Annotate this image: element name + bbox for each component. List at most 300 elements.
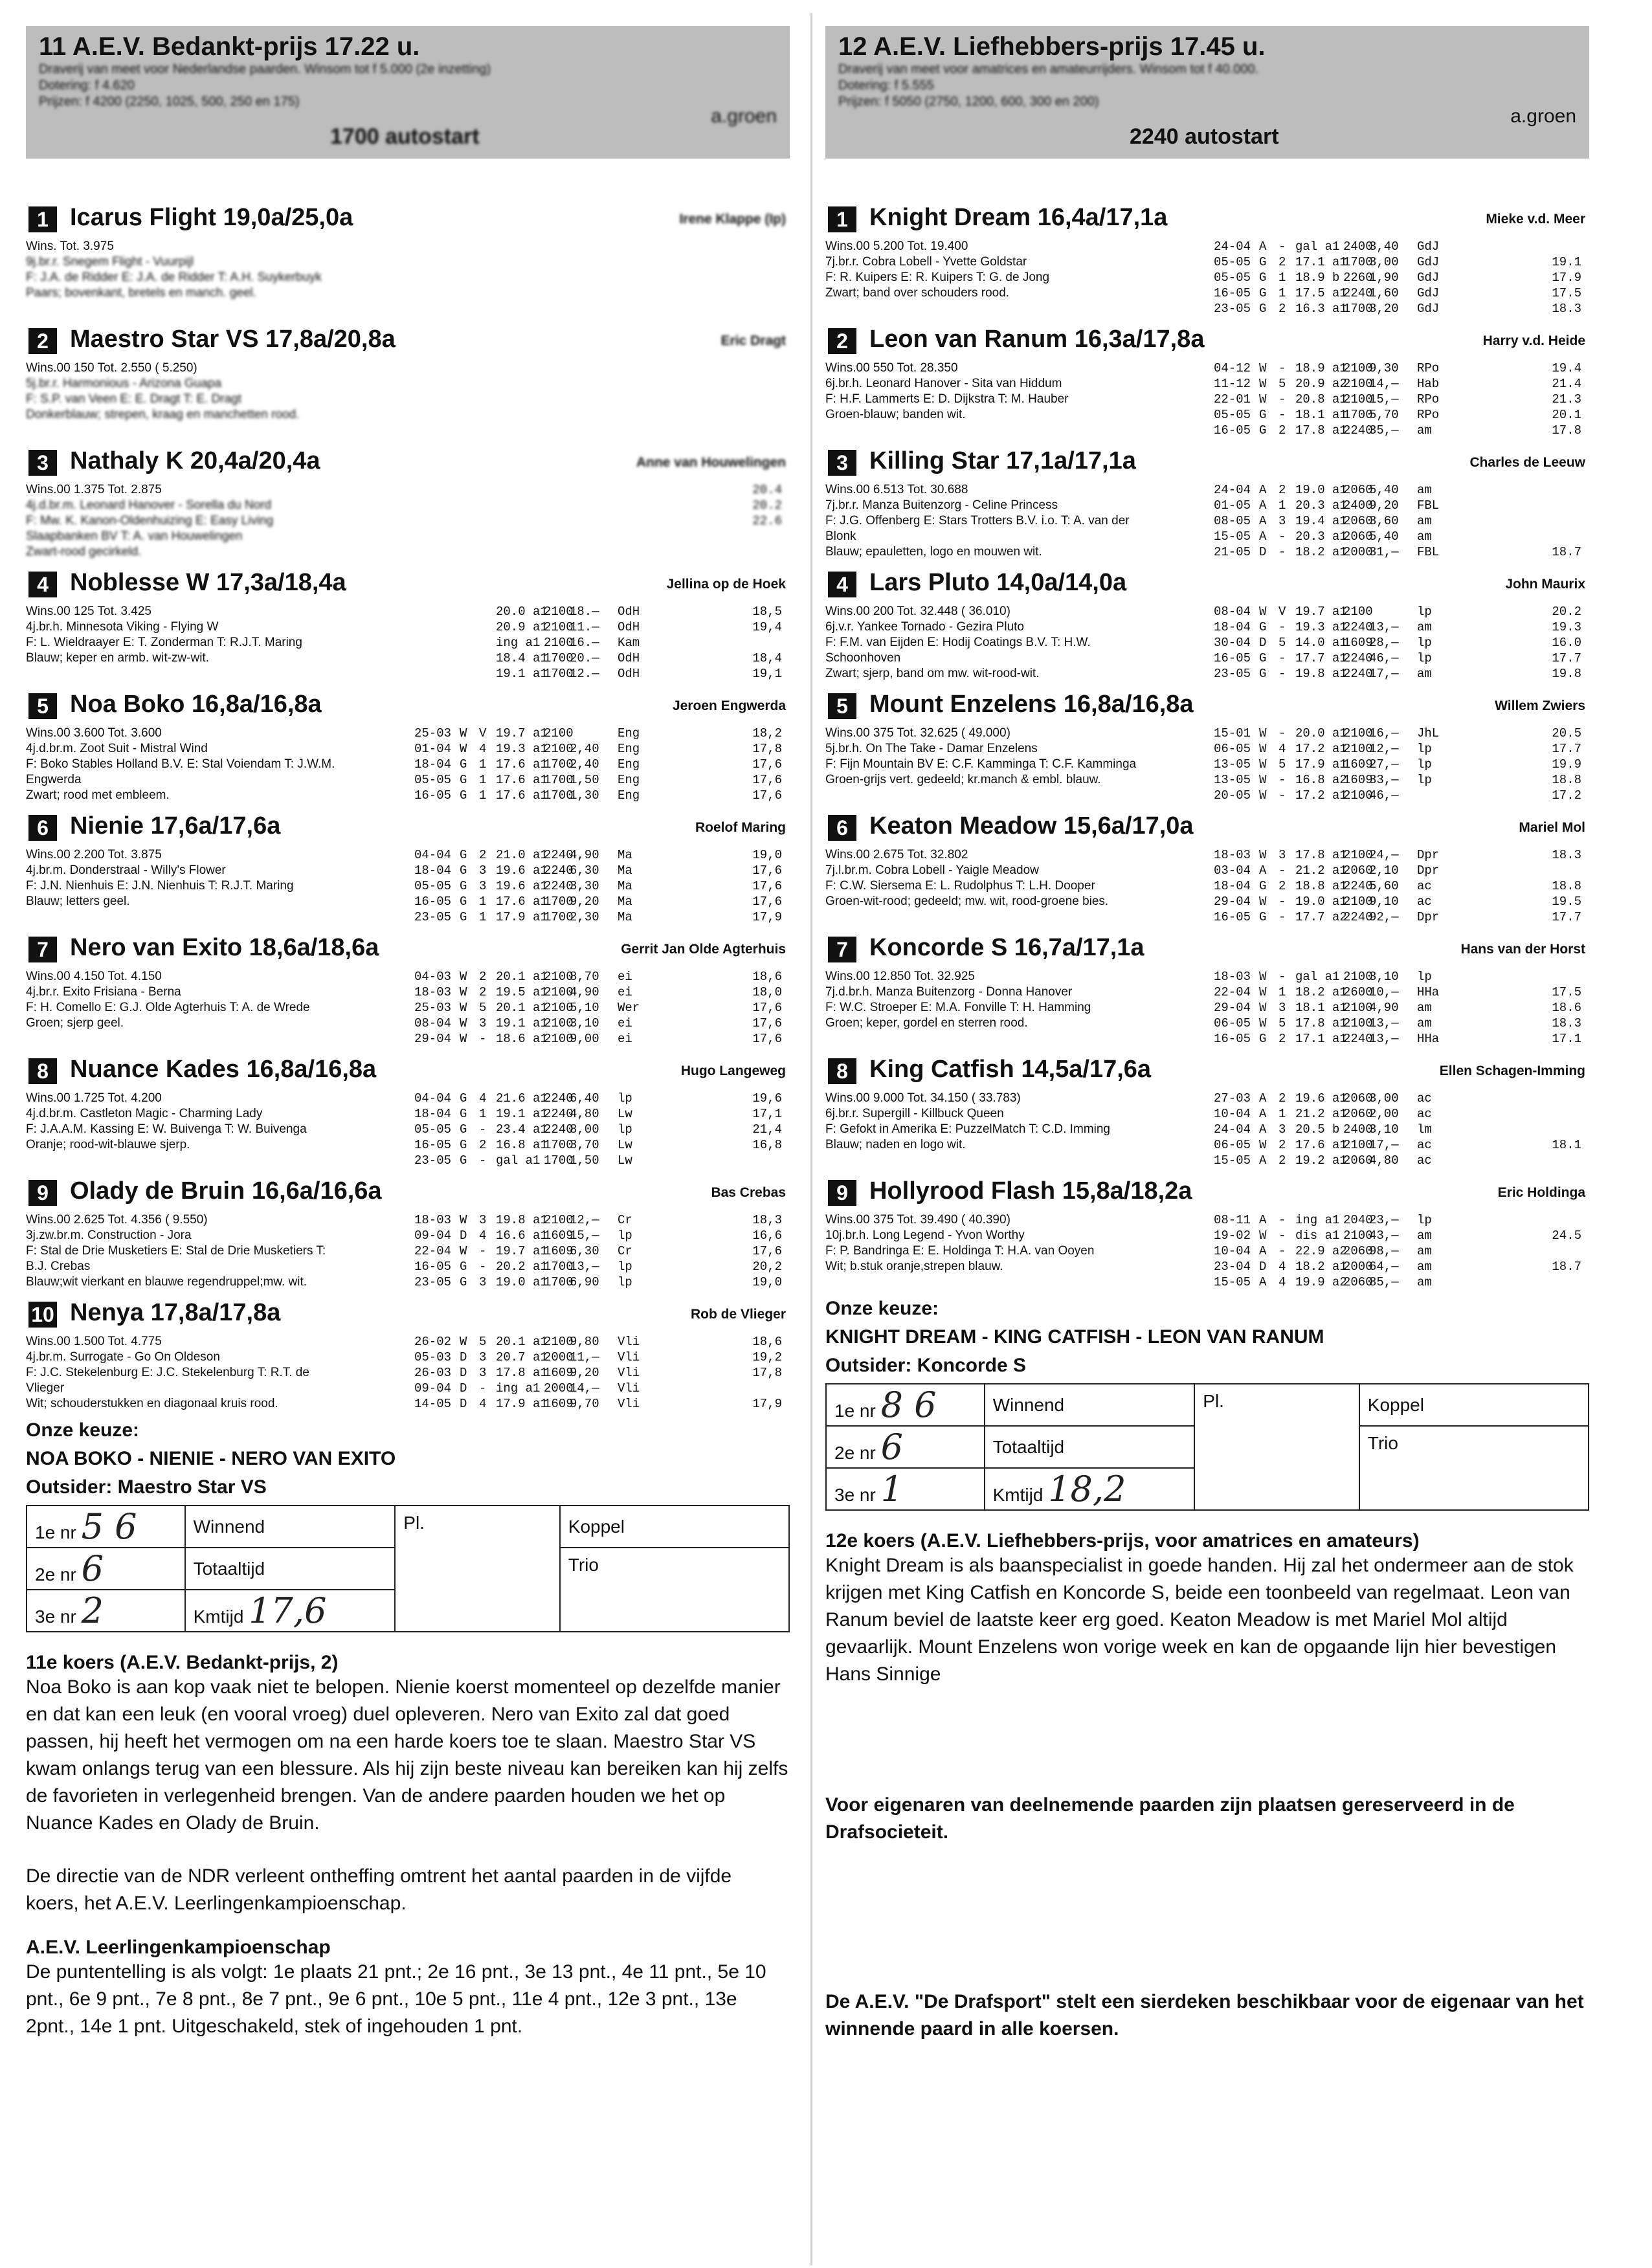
form-row <box>414 650 782 666</box>
form-cell: 16.3 a1 <box>1295 302 1347 316</box>
form-cell: Ma <box>618 895 632 909</box>
horse-info-line: Wins.00 5.200 Tot. 19.400 <box>825 239 968 253</box>
form-cell: W <box>460 1016 467 1030</box>
handwritten-kmtijd: 17,6 <box>249 1590 327 1631</box>
form-cell: 05-03 <box>414 1350 452 1364</box>
form-row <box>414 909 782 925</box>
form-cell: 2100 <box>544 1213 574 1227</box>
form-cell: 19-02 <box>1214 1228 1251 1243</box>
form-row <box>1214 984 1581 1000</box>
form-cell <box>1540 498 1581 513</box>
form-cell: 2100 <box>1343 1138 1373 1152</box>
form-cell: 2 <box>1278 879 1286 893</box>
bet-cell-winnend: Winnend <box>985 1384 1195 1426</box>
form-cell <box>496 513 544 529</box>
handwritten-3: 2 <box>81 1590 104 1631</box>
form-row <box>1214 285 1581 301</box>
form-cell: 6,40 <box>570 1091 599 1106</box>
form-row <box>1214 392 1581 407</box>
horse-info-line: Wins.00 2.200 Tot. 3.875 <box>26 848 162 862</box>
form-cell: 18,6 <box>752 970 782 984</box>
form-cell: 2240 <box>1343 286 1373 300</box>
form-row <box>414 498 782 513</box>
form-row <box>1214 1243 1581 1259</box>
form-cell: 01-05 <box>1214 498 1251 513</box>
form-cell: 2,40 <box>570 742 599 756</box>
form-cell: 1609 <box>1343 773 1373 787</box>
form-cell: 2100 <box>1343 1228 1373 1243</box>
form-cell: W <box>1259 605 1267 619</box>
form-cell: 2100 <box>544 605 574 619</box>
form-cell: 27-03 <box>1214 1091 1251 1106</box>
form-cell <box>1540 1106 1581 1122</box>
form-cell: 18.8 a1 <box>1295 879 1347 893</box>
form-row <box>414 1396 782 1412</box>
horse-info-line: 4j.br.r. Exito Frisiana - Berna <box>26 985 181 999</box>
form-cell: 43,— <box>1369 1228 1399 1243</box>
form-cell: 16.0 <box>1552 636 1581 650</box>
form-cell: lp <box>618 1228 632 1243</box>
horse-number: 9 <box>828 1180 856 1206</box>
form-cell: A <box>1259 1122 1267 1137</box>
form-cell: 16-05 <box>414 895 452 909</box>
form-cell: Ma <box>618 848 632 862</box>
form-cell: GdJ <box>1417 286 1440 300</box>
form-cell <box>1468 1091 1540 1106</box>
form-cell: 1700 <box>544 773 574 787</box>
horse-name: Icarus Flight 19,0a/25,0a <box>70 204 353 231</box>
form-cell <box>668 635 741 650</box>
horse-info-line: Wins.00 375 Tot. 39.490 ( 40.390) <box>825 1213 1010 1227</box>
form-cell: 3 <box>1278 848 1286 862</box>
form-cell: 31,— <box>1369 545 1399 559</box>
form-cell: W <box>1259 970 1267 984</box>
form-cell: FBL <box>1417 545 1440 559</box>
form-row <box>1214 1137 1581 1153</box>
form-cell <box>1468 741 1540 757</box>
form-cell: 03-04 <box>1214 863 1251 878</box>
horse-form <box>414 1334 782 1412</box>
form-cell: GdJ <box>1417 255 1440 269</box>
form-cell <box>479 650 496 666</box>
form-cell <box>1468 1274 1540 1290</box>
form-cell: 21-05 <box>1214 545 1251 559</box>
form-row <box>1214 529 1581 544</box>
form-cell: 10,— <box>1369 985 1399 999</box>
form-cell: 17,6 <box>752 1244 782 1258</box>
form-row <box>414 894 782 909</box>
form-cell: 17,9 <box>752 910 782 924</box>
horse-name: Hollyrood Flash 15,8a/18,2a <box>869 1177 1192 1205</box>
form-cell: G <box>1259 423 1267 438</box>
form-cell: 08-04 <box>414 1016 452 1030</box>
form-cell: 18-03 <box>414 985 452 999</box>
form-cell: - <box>1278 910 1286 924</box>
form-cell <box>668 1381 741 1396</box>
form-cell: 17.9 a1 <box>496 1397 548 1411</box>
form-cell: 22.9 a2 <box>1295 1244 1347 1258</box>
form-cell: RPo <box>1417 361 1440 375</box>
form-cell: 20.8 a1 <box>1295 392 1347 406</box>
horse-info-line: F: J.C. Stekelenburg E: J.C. Stekelenburg T: R.T. de <box>26 1366 309 1379</box>
form-cell: A <box>1259 1091 1267 1106</box>
form-cell: 20.9 a2 <box>1295 377 1347 391</box>
horse-number: 4 <box>28 572 57 597</box>
form-cell <box>479 513 496 529</box>
form-cell: 11.— <box>570 620 599 634</box>
form-cell: 33,— <box>1369 773 1399 787</box>
horse-info-line: Wit; b.stuk oranje,strepen blauw. <box>825 1260 1003 1273</box>
form-cell: 16.— <box>570 636 599 650</box>
form-cell: 2400 <box>1343 239 1373 254</box>
form-cell: W <box>460 1213 467 1227</box>
form-cell: 2,00 <box>1369 1107 1399 1121</box>
bet-cell-kmtijd: Kmtijd 17,6 <box>185 1590 396 1632</box>
column-divider <box>810 13 812 2265</box>
form-cell: 2100 <box>544 1001 574 1015</box>
form-cell: GdJ <box>1417 271 1440 285</box>
form-cell: 9,20 <box>570 1366 599 1380</box>
form-cell: 19,6 <box>752 1091 782 1106</box>
form-cell: 2240 <box>544 1107 574 1121</box>
form-cell: 2 <box>1278 1032 1286 1046</box>
form-cell: 2240 <box>544 848 574 862</box>
form-cell: 19.8 <box>1552 667 1581 681</box>
form-cell: 19.6 a1 <box>496 879 548 893</box>
horse-name: Leon van Ranum 16,3a/17,8a <box>869 326 1205 353</box>
form-cell: 26-02 <box>414 1335 452 1349</box>
form-cell: 4 <box>479 742 487 756</box>
form-cell: 4 <box>479 1397 487 1411</box>
form-cell <box>668 1259 741 1274</box>
form-row <box>414 1000 782 1016</box>
horse-info-line: Vlieger <box>26 1381 65 1395</box>
horse-list <box>26 197 790 1414</box>
form-cell: 17.6 a1 <box>496 788 548 803</box>
form-cell: 2100 <box>544 985 574 999</box>
form-cell: 3 <box>479 1366 487 1380</box>
form-cell <box>668 1243 741 1259</box>
form-cell <box>1540 529 1581 544</box>
form-cell: 3,10 <box>1369 1122 1399 1137</box>
form-cell: - <box>1278 773 1286 787</box>
form-cell <box>1468 544 1540 560</box>
form-cell: ac <box>1417 879 1432 893</box>
form-cell: 2240 <box>1343 620 1373 634</box>
form-cell: 16,— <box>1369 726 1399 740</box>
horse-info-line: 9j.br.r. Snegem Flight - Vuurpijl <box>26 255 194 269</box>
form-cell: 19.6 a1 <box>1295 1091 1347 1106</box>
form-cell: 19.7 a1 <box>1295 605 1347 619</box>
form-cell: 1 <box>479 895 487 909</box>
form-cell: 13,— <box>1369 1016 1399 1030</box>
form-cell <box>460 650 479 666</box>
form-row <box>1214 498 1581 513</box>
form-cell <box>460 635 479 650</box>
form-cell: OdH <box>618 651 640 665</box>
horse-name: Keaton Meadow 15,6a/17,0a <box>869 812 1194 839</box>
form-cell: 18.2 a1 <box>1295 985 1347 999</box>
form-cell: 29-04 <box>414 1032 452 1046</box>
form-row <box>414 1228 782 1243</box>
form-row <box>1214 482 1581 498</box>
form-cell: 17,8 <box>752 742 782 756</box>
form-cell: 17.2 <box>1552 788 1581 803</box>
form-cell: 20.7 a1 <box>496 1350 548 1364</box>
form-cell: 19.9 a2 <box>1295 1275 1347 1289</box>
horse-driver: Willem Zwiers <box>1495 698 1585 713</box>
form-cell <box>1468 863 1540 878</box>
form-cell: am <box>1417 529 1432 544</box>
bet-cell-pl: Pl. <box>1194 1384 1359 1510</box>
form-cell: G <box>1259 879 1267 893</box>
form-cell: 20.5 <box>1552 726 1581 740</box>
form-cell <box>1468 1228 1540 1243</box>
form-cell <box>668 863 741 878</box>
horse-name: Koncorde S 16,7a/17,1a <box>869 934 1144 961</box>
horse-form <box>414 604 782 682</box>
horse-info-line: Wins.00 375 Tot. 32.625 ( 49.000) <box>825 726 1010 740</box>
form-cell: 19.5 a1 <box>496 985 548 999</box>
horse-info <box>26 604 414 666</box>
form-cell: G <box>1259 1032 1267 1046</box>
bet-cell-kmtijd: Kmtijd 18,2 <box>985 1468 1195 1510</box>
horse-info <box>825 239 1214 301</box>
form-cell: 2100 <box>1343 1016 1373 1030</box>
form-cell: - <box>1278 239 1286 254</box>
form-cell: 16-05 <box>1214 1032 1251 1046</box>
form-cell: 5,60 <box>1369 879 1399 893</box>
form-cell <box>496 498 544 513</box>
form-cell <box>479 604 496 619</box>
form-cell: am <box>1417 423 1432 438</box>
horse-name: Lars Pluto 14,0a/14,0a <box>869 569 1127 596</box>
form-cell: 18.9 b <box>1295 271 1340 285</box>
form-cell: 8,70 <box>570 970 599 984</box>
form-cell <box>1468 650 1540 666</box>
form-cell: lp <box>618 1091 632 1106</box>
form-cell <box>668 619 741 635</box>
form-cell: 1609 <box>1343 636 1373 650</box>
form-cell: 19,1 <box>752 667 782 681</box>
form-cell <box>668 1016 741 1031</box>
horse-info-line: Groen-wit-rood; gedeeld; mw. wit, rood-groene bies. <box>825 895 1109 908</box>
form-row <box>1214 969 1581 984</box>
form-cell <box>1468 726 1540 741</box>
horse-entry <box>26 806 790 928</box>
form-cell: 1,30 <box>570 788 599 803</box>
form-cell <box>741 635 782 650</box>
form-cell: 1609 <box>544 1244 574 1258</box>
form-cell: - <box>1278 529 1286 544</box>
form-row <box>1214 909 1581 925</box>
form-cell: lp <box>1417 970 1432 984</box>
form-cell: 1,50 <box>570 1153 599 1168</box>
horse-info-line: B.J. Crebas <box>26 1260 91 1273</box>
form-cell: 18.4 a1 <box>496 651 548 665</box>
form-cell: 1609 <box>1343 757 1373 772</box>
form-cell: 19.4 <box>1552 361 1581 375</box>
form-cell <box>1468 529 1540 544</box>
horse-number: 8 <box>28 1058 57 1084</box>
form-cell: 20.1 a1 <box>496 1001 548 1015</box>
horse-entry <box>26 1293 790 1414</box>
form-row <box>1214 1091 1581 1106</box>
form-cell: 19.7 a1 <box>496 1244 548 1258</box>
form-cell: 5,40 <box>1369 529 1399 544</box>
form-cell: 5 <box>1278 1016 1286 1030</box>
form-cell: 19.3 a1 <box>1295 620 1347 634</box>
choice-outsider: Outsider: Koncorde S <box>825 1355 1027 1376</box>
form-cell: 1,50 <box>570 773 599 787</box>
form-cell: 08-04 <box>1214 605 1251 619</box>
form-cell: - <box>1278 651 1286 665</box>
form-cell: lp <box>1417 605 1432 619</box>
horse-entry <box>26 1171 790 1293</box>
form-row <box>1214 254 1581 270</box>
form-cell: 08-05 <box>1214 514 1251 528</box>
form-cell: 3,20 <box>1369 302 1399 316</box>
form-cell: 05-05 <box>1214 408 1251 422</box>
form-cell: G <box>460 1153 467 1168</box>
horse-entry <box>26 1049 790 1171</box>
form-cell: 1700 <box>544 910 574 924</box>
form-cell: 18,5 <box>752 605 782 619</box>
form-cell: W <box>460 1335 467 1349</box>
form-cell: W <box>460 742 467 756</box>
horse-info-line: Blauw;wit vierkant en blauwe regendruppel;mw. wit. <box>26 1275 307 1289</box>
form-cell: G <box>460 1138 467 1152</box>
form-cell: lm <box>1417 1122 1432 1137</box>
form-row <box>414 969 782 984</box>
form-row <box>414 1137 782 1153</box>
form-cell: 18.7 <box>1552 545 1581 559</box>
form-cell: 27,— <box>1369 757 1399 772</box>
form-cell: 2100 <box>1343 895 1373 909</box>
bet-cell-koppel: Koppel <box>1359 1384 1589 1426</box>
horse-entry <box>26 684 790 806</box>
form-row <box>1214 407 1581 423</box>
form-cell: V <box>479 726 487 740</box>
form-cell: 04-04 <box>414 848 452 862</box>
form-cell: ei <box>618 985 632 999</box>
form-cell: 3,40 <box>1369 239 1399 254</box>
form-cell: 2100 <box>1343 742 1373 756</box>
form-cell: RPo <box>1417 408 1440 422</box>
form-cell: 24.5 <box>1552 1228 1581 1243</box>
choice-picks: KNIGHT DREAM - KING CATFISH - LEON VAN RANUM <box>825 1326 1324 1348</box>
form-cell: 19,2 <box>752 1350 782 1364</box>
form-cell <box>668 1228 741 1243</box>
handwritten-kmtijd: 18,2 <box>1048 1469 1126 1509</box>
horse-info <box>26 239 414 301</box>
form-cell <box>1468 619 1540 635</box>
form-cell: 17,6 <box>752 773 782 787</box>
bet-cell-pl: Pl. <box>395 1506 560 1632</box>
form-cell: 17.1 a1 <box>1295 255 1347 269</box>
horse-info-line: Wins.00 550 Tot. 28.350 <box>825 361 958 375</box>
form-cell: 16-05 <box>414 1260 452 1274</box>
form-cell: 09-04 <box>414 1381 452 1395</box>
form-cell: 2100 <box>1343 361 1373 375</box>
horse-info-line: F: Mw. K. Kanon-Oldenhuizing E: Easy Living <box>26 514 274 528</box>
form-cell: 17,6 <box>752 1016 782 1030</box>
form-cell: dis a1 <box>1295 1228 1340 1243</box>
form-cell: 2240 <box>544 863 574 878</box>
form-cell: 19,0 <box>752 848 782 862</box>
form-cell: D <box>460 1381 467 1395</box>
form-cell: - <box>1278 1244 1286 1258</box>
form-row <box>1214 1106 1581 1122</box>
form-cell: 18-04 <box>414 863 452 878</box>
form-cell: ei <box>618 1016 632 1030</box>
form-cell: 2100 <box>1343 788 1373 803</box>
form-cell: 2060 <box>1343 1091 1373 1106</box>
form-row <box>414 757 782 772</box>
form-cell: 18,6 <box>752 1335 782 1349</box>
form-cell: 2,10 <box>1369 863 1399 878</box>
form-cell: Lw <box>618 1138 632 1152</box>
form-row <box>1214 726 1581 741</box>
form-cell: Eng <box>618 742 640 756</box>
form-cell: 17,6 <box>752 1032 782 1046</box>
form-cell: 2 <box>1278 483 1286 497</box>
form-cell: 16,8 <box>752 1138 782 1152</box>
horse-number: 2 <box>828 328 856 354</box>
form-cell: 17.8 a1 <box>1295 423 1347 438</box>
horse-number: 2 <box>28 328 57 354</box>
form-cell: 17,6 <box>752 757 782 772</box>
horse-info-line: F: W.C. Stroeper E: M.A. Fonville T: H. Hamming <box>825 1001 1091 1014</box>
form-cell: 22.6 <box>752 514 782 528</box>
bet-cell-winnend: Winnend <box>185 1506 396 1548</box>
horse-number: 5 <box>28 693 57 719</box>
form-cell <box>668 788 741 803</box>
horse-form <box>1214 1212 1581 1290</box>
form-row <box>414 878 782 894</box>
form-row <box>414 788 782 803</box>
our-choice <box>26 1418 790 1500</box>
form-cell: 18.1 a1 <box>1295 408 1347 422</box>
form-cell <box>741 1381 782 1396</box>
horse-driver: Anne van Houwelingen <box>636 455 786 470</box>
form-cell: D <box>460 1350 467 1364</box>
form-cell <box>479 619 496 635</box>
form-cell: G <box>1259 910 1267 924</box>
horse-number: 3 <box>28 450 57 476</box>
form-cell: 21.0 a1 <box>496 848 548 862</box>
form-row <box>414 1350 782 1365</box>
right-column <box>825 26 1589 2043</box>
form-cell: 3 <box>479 1016 487 1030</box>
choice-heading: Onze keuze: <box>825 1298 939 1319</box>
horse-number: 6 <box>28 815 57 841</box>
form-cell: 19.4 a1 <box>1295 514 1347 528</box>
form-cell <box>668 847 741 863</box>
form-cell: 2240 <box>544 1091 574 1106</box>
form-cell: 1 <box>479 788 487 803</box>
form-cell: 9,70 <box>570 1397 599 1411</box>
horse-info-line: Wins.00 9.000 Tot. 34.150 ( 33.783) <box>825 1091 1021 1105</box>
form-cell: W <box>1259 361 1267 375</box>
form-cell: 9,20 <box>570 895 599 909</box>
horse-info-line: Groen; sjerp geel. <box>26 1016 124 1030</box>
form-row <box>1214 1000 1581 1016</box>
form-cell <box>1468 482 1540 498</box>
form-cell: 6,30 <box>570 1244 599 1258</box>
form-cell: 19.1 a1 <box>496 1016 548 1030</box>
horse-number: 3 <box>828 450 856 476</box>
